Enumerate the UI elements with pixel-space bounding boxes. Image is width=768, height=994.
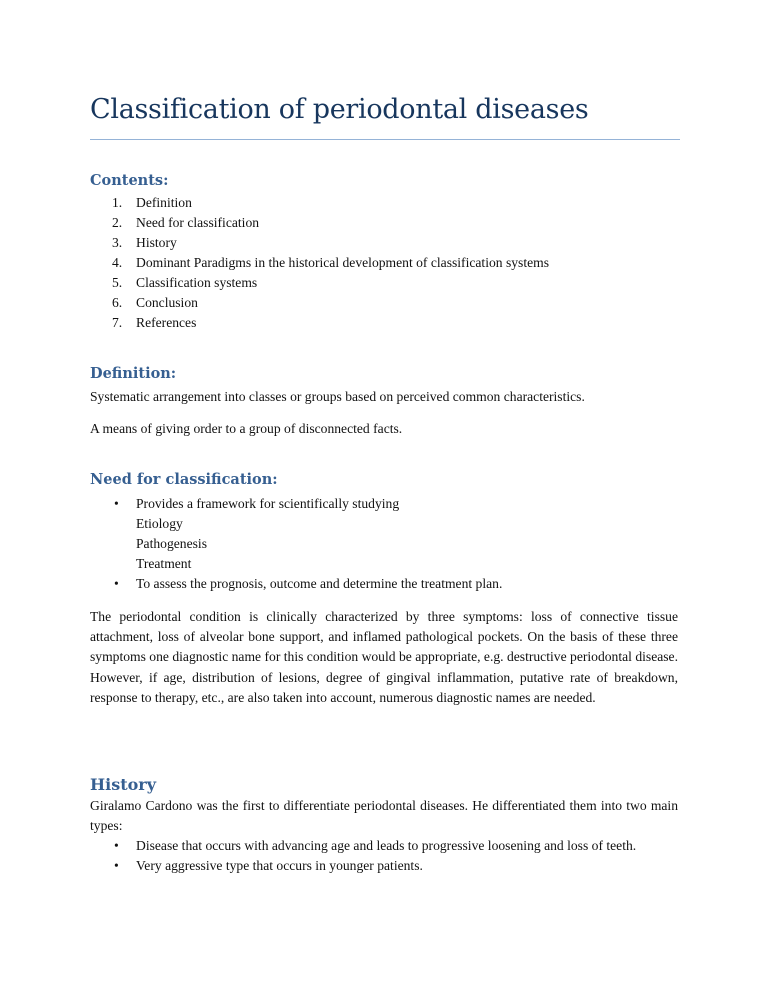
bullet-item (90, 856, 678, 876)
need-paragraph: The periodontal condition is clinically characterized by three symptoms: loss of connective tissue attachment, loss of alveolar bone support, and inflamed pathological pockets. On the basis of these three symptoms one diagnostic name for this condition would be appropriate, e.g. destructive periodontal disease. However, if age, distribution of lesions, degree of gingival inflammation, putative rate of breakdown, response to therapy, etc., are also taken into account, numerous diagnostic names are needed. (90, 609, 678, 705)
item-number: 7. (112, 315, 123, 330)
item-text: History (136, 235, 177, 250)
contents-item (90, 193, 678, 213)
item-text: Conclusion (136, 295, 198, 310)
history-paragraph: Giralamo Cardono was the first to differentiate periodontal diseases. He differentiated them into two main types: (90, 798, 678, 834)
contents-item (90, 273, 678, 293)
item-number: 4. (112, 255, 123, 270)
need-list (90, 494, 678, 594)
bullet-icon: • (114, 496, 119, 511)
bullet-text: To assess the prognosis, outcome and determine the treatment plan. (136, 576, 503, 591)
item-number: 1. (112, 195, 123, 210)
bullet-text: Provides a framework for scientifically studying (136, 496, 400, 511)
contents-item (90, 313, 678, 333)
definition-paragraph: A means of giving order to a group of disconnected facts. (90, 421, 403, 436)
item-number: 3. (112, 235, 123, 250)
item-text: Definition (136, 195, 192, 210)
item-number: 6. (112, 295, 123, 310)
sub-item: Etiology (136, 516, 183, 531)
sub-item: Treatment (136, 556, 192, 571)
definition-paragraph: Systematic arrangement into classes or groups based on perceived common characteristics. (90, 389, 585, 404)
bullet-icon: • (114, 576, 119, 591)
item-text: Dominant Paradigms in the historical development of classification systems (136, 255, 550, 270)
sub-item: Pathogenesis (136, 536, 207, 551)
contents-item (90, 233, 678, 253)
bullet-text: Very aggressive type that occurs in younger patients. (136, 858, 423, 874)
contents-list (90, 193, 678, 333)
history-list (90, 836, 678, 876)
bullet-item (90, 494, 678, 514)
bullet-item (90, 836, 678, 856)
contents-item (90, 213, 678, 233)
history-heading: History (90, 775, 156, 794)
contents-item (90, 253, 678, 273)
item-text: Classification systems (136, 275, 258, 290)
bullet-icon: • (114, 838, 119, 853)
contents-item (90, 293, 678, 313)
contents-heading: Contents: (90, 172, 169, 189)
title-underline (90, 139, 680, 140)
document-title: Classification of periodontal diseases (90, 94, 589, 125)
bullet-text: Disease that occurs with advancing age and leads to progressive loosening and loss of teeth. (136, 838, 637, 853)
item-text: References (136, 315, 197, 330)
item-text: Need for classification (136, 215, 260, 230)
item-number: 2. (112, 215, 123, 230)
definition-heading: Definition: (90, 365, 177, 382)
item-number: 5. (112, 275, 123, 290)
need-heading: Need for classification: (90, 471, 278, 488)
bullet-item (90, 574, 678, 594)
bullet-icon: • (114, 858, 119, 874)
